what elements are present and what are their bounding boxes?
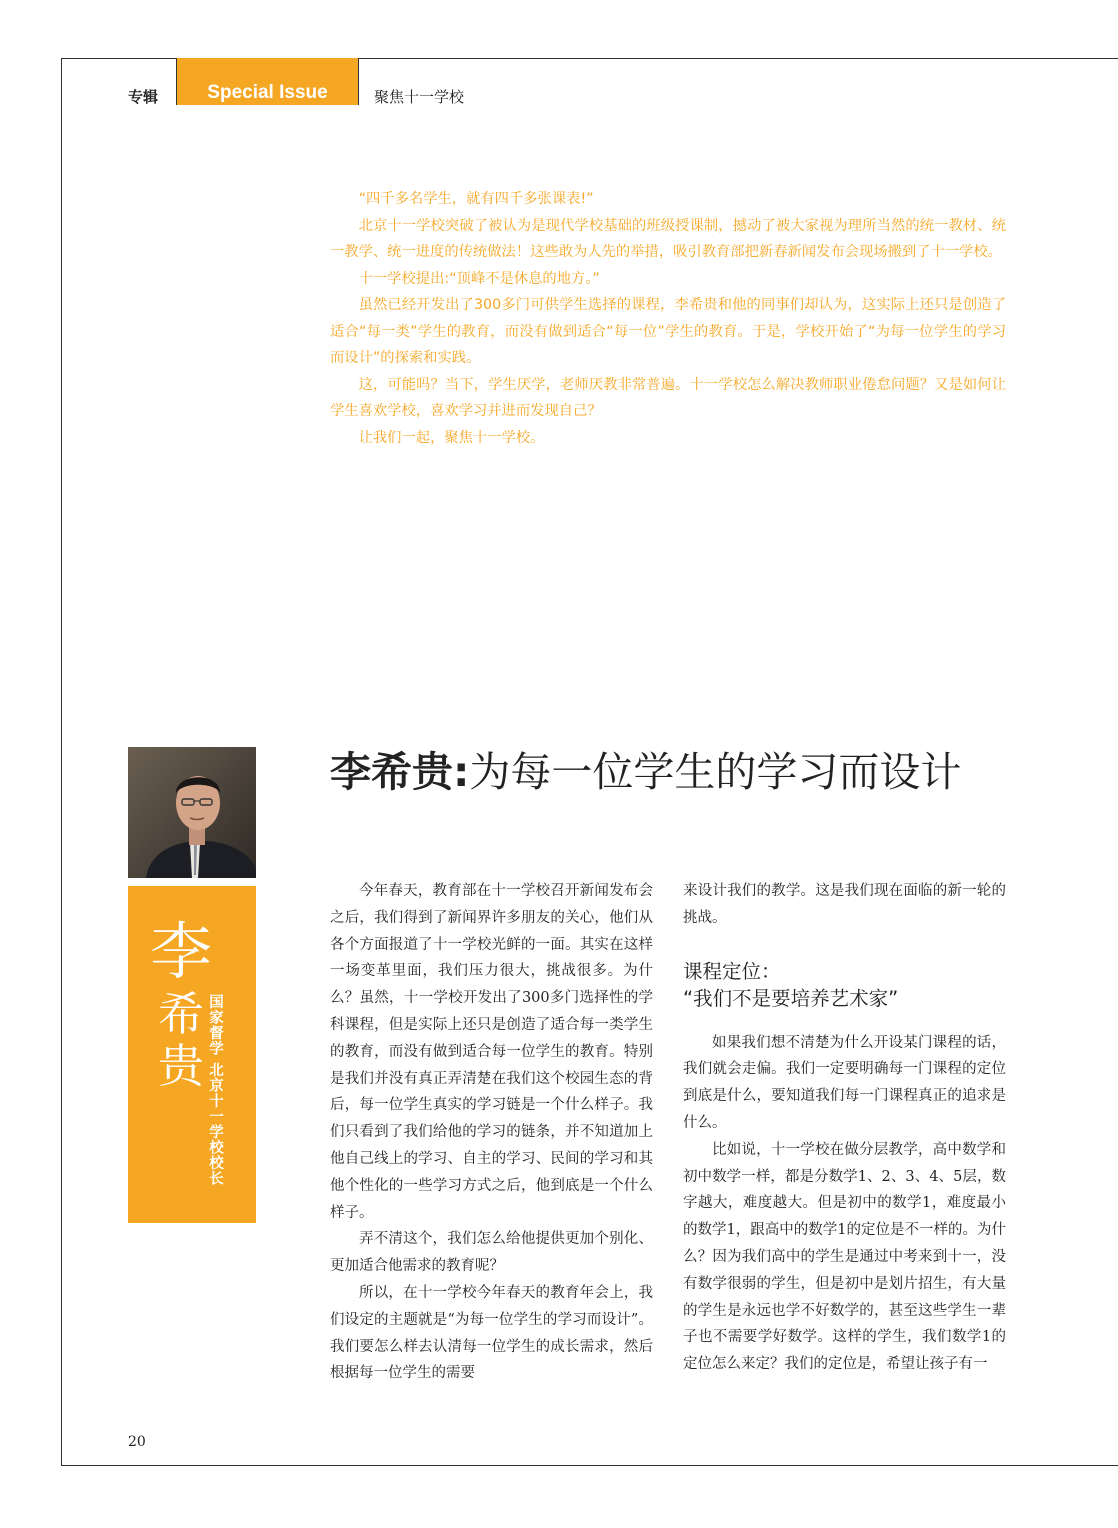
profile-title: 国家督学 北京十一学校校长 [207,994,223,1187]
headline-name: 李希贵: [330,748,470,796]
article-column-1 [330,878,653,1387]
page-number: 20 [128,1434,146,1450]
intro-paragraph: 虽然已经开发出了300多门可供学生选择的课程，李希贵和他的同事们却认为，这实际上还只是创造了适合“每一类”学生的教育，而没有做到适合“每一位”学生的教育。于是，学校开始了“为每一位学生的学习而设计”的探索和实践。 [330,297,1006,366]
focus-label: 聚焦十一学校 [374,88,465,106]
intro-paragraph: “四千多名学生，就有四千多张课表!” [358,191,594,207]
subheading-line-1: 课程定位： [683,959,781,983]
section-label: 专辑 [128,88,159,106]
article-paragraph-continued: 来设计我们的教学。这是我们现在面临的新一轮的挑战。 [683,883,1006,926]
profile-name-rest: 希贵 [158,987,204,1093]
intro-paragraph: 北京十一学校突破了被认为是现代学校基础的班级授课制，撼动了被大家视为理所当然的统一教材、统一教学、统一进度的传统做法！这些敢为人先的举措，吸引教育部把新春新闻发布会现场搬到了十一学校。 [330,217,1006,260]
intro-block [330,186,1006,451]
article-paragraph: 比如说，十一学校在做分层教学，高中数学和初中数学一样，都是分数学1、2、3、4、5层，数字越大，难度越大。但是初中的数学1，难度最小的数学1，跟高中的数学1的定位是不一样的。为什么？因为我们高中的学生是通过中考来到十一，没有数学很弱的学生，但是初中是划片招生，有大量的学生是永远也学不好数学的，甚至这些学生一辈子也不需要学好数学。这样的学生，我们数学1的定位怎么来定？我们的定位是，希望让孩子有一 [683,1141,1006,1373]
subheading-line-2: “我们不是要培养艺术家” [683,986,899,1010]
headline-title: 为每一位学生的学习而设计 [469,748,962,796]
article-column-2 [683,878,1006,1378]
section-subheading [683,958,1006,1012]
frame-bottom-rule [61,1465,1118,1466]
special-issue-label: Special Issue [207,82,328,103]
portrait-photo-icon [128,747,256,878]
article-paragraph: 如果我们想不清楚为什么开设某门课程的话，我们就会走偏。我们一定要明确每一门课程的定位到底是什么，要知道我们每一门课程真正的追求是什么。 [683,1034,1006,1131]
article-paragraph: 所以，在十一学校今年春天的教育年会上，我们设定的主题就是“为每一位学生的学习而设计”。我们要怎么样去认清每一位学生的成长需求，然后根据每一位学生的需要 [330,1284,653,1382]
frame-left-rule [61,58,62,1465]
name-card [128,886,256,1223]
intro-paragraph: 十一学校提出:“顶峰不是休息的地方。” [358,270,600,287]
intro-paragraph: 这，可能吗？当下，学生厌学，老师厌教非常普遍。十一学校怎么解决教师职业倦怠问题？又是如何让学生喜欢学校，喜欢学习并进而发现自己？ [330,376,1006,419]
article-headline [330,745,1090,799]
intro-paragraph: 让我们一起，聚焦十一学校。 [358,429,545,446]
article-paragraph: 弄不清这个，我们怎么给他提供更加个别化、更加适合他需求的教育呢？ [330,1231,653,1275]
portrait-illustration [128,747,256,878]
profile-name-first: 李 [150,915,213,988]
profile-name [150,916,212,1092]
article-paragraph: 今年春天，教育部在十一学校召开新闻发布会之后，我们得到了新闻界许多朋友的关心，他们从各个方面报道了十一学校光鲜的一面。其实在这样一场变革里面，我们压力很大，挑战很多。为什么？虽然，十一学校开发出了300多门选择性的学科课程，但是实际上还只是创造了适合每一类学生的教育，而没有做到适合每一位学生的教育。特别是我们并没有真正弄清楚在我们这个校园生态的背后，每一位学生真实的学习链是一个什么样子。我们只看到了我们给他的学习的链条，并不知道加上他自己线上的学习、自主的学习、民间的学习和其他个性化的一些学习方式之后，他到底是一个什么样子。 [330,883,653,1221]
special-issue-tab [176,58,359,105]
